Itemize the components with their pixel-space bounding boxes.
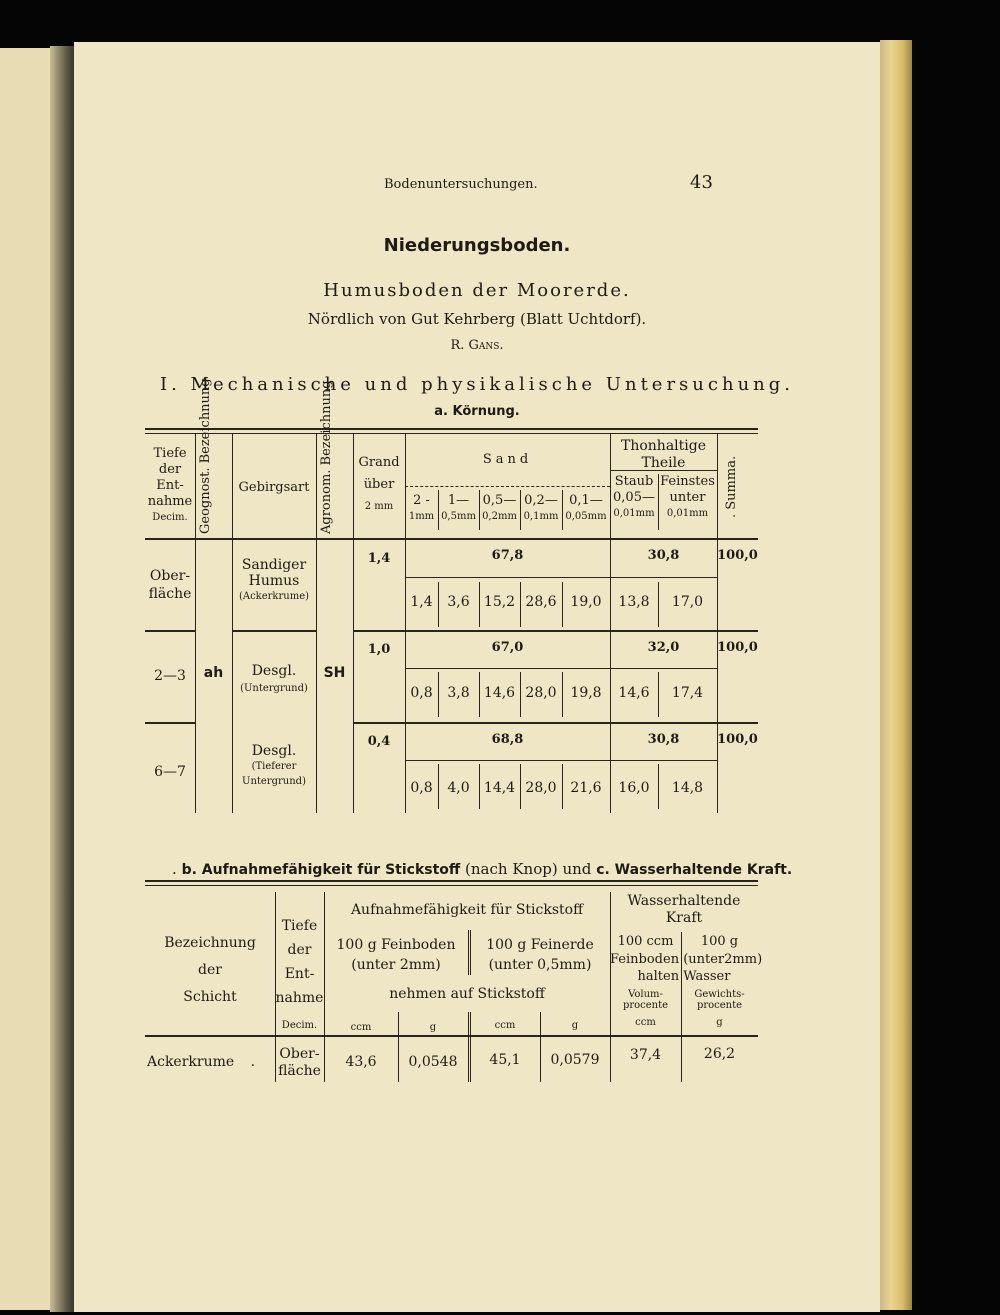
previous-page-edge (0, 48, 54, 1310)
header-ccm100: 100 ccm (617, 934, 674, 949)
rule (145, 885, 758, 886)
header-volum: Volum- procente (622, 989, 669, 1011)
header-wasser: Wasserhaltende Kraft (627, 893, 741, 926)
agronom-value: SH (323, 665, 346, 681)
header-thonhaltige: Thonhaltige Theile (621, 438, 706, 471)
row-summa: 100,0 (717, 548, 758, 563)
unit-g: g (429, 1022, 437, 1033)
author: R. Gans. (450, 338, 504, 353)
rule (405, 486, 610, 487)
header-sand: Sand (482, 452, 533, 467)
value-gewichts: 26,2 (703, 1046, 736, 1062)
row-sand-total: 68,8 (491, 732, 524, 747)
rule (145, 428, 758, 430)
row-sand-4: 28,0 (525, 780, 557, 796)
row-tiefe: Ober- fläche (278, 1046, 321, 1079)
row-summa: 100,0 (717, 732, 758, 747)
unit-g: g (571, 1020, 579, 1031)
section-bc-heading: . b. Aufnahmefähigkeit für Stickstoff (nach Knop) und c. Wasserhaltende Kraft. (172, 860, 793, 878)
row-grand: 1,4 (367, 551, 391, 566)
geognost-value: ah (203, 665, 224, 681)
rule (353, 630, 758, 632)
header-tiefe: Tiefe der Ent- nahme (275, 918, 324, 1006)
header-gebirgsart: Gebirgsart (238, 480, 310, 495)
book-page (74, 42, 880, 1312)
column-line (316, 433, 317, 813)
header-sand-2-1: 2 - 1mm (408, 493, 435, 522)
running-head: Bodenuntersuchungen. (384, 177, 538, 192)
header-sand-05-02: 0,5— 0,2mm (482, 493, 517, 522)
value-feinboden-ccm: 43,6 (345, 1054, 377, 1070)
row-gebirgsart: Desgl. (Tieferer Untergrund) (242, 743, 306, 787)
page-block-edge (880, 40, 912, 1310)
rule (145, 433, 758, 434)
row-staub: 16,0 (618, 780, 650, 796)
row-tiefe: 6—7 (154, 764, 186, 780)
row-sand-2: 4,0 (447, 780, 470, 796)
value-volum: 37,4 (629, 1047, 662, 1063)
row-feinstes: 17,0 (671, 594, 704, 610)
subsection-a-heading: a. Körnung. (434, 404, 520, 419)
header-aufnahme: Aufnahmefähigkeit für Stickstoff (350, 902, 584, 918)
header-bezeichnung: Bezeichnung der Schicht (164, 935, 256, 1005)
row-tiefe: 2—3 (154, 668, 186, 684)
header-halten: halten Wasser (637, 969, 731, 984)
row-thon-total: 32,0 (647, 640, 680, 655)
column-line (405, 433, 406, 813)
row-grand: 0,4 (367, 734, 391, 749)
header-geognost: Geognost. Bezeichnung (198, 378, 213, 534)
row-sand-5: 21,6 (570, 780, 602, 796)
row-sand-2: 3,8 (447, 685, 470, 701)
row-summa: 100,0 (717, 640, 758, 655)
row-thon-total: 30,8 (647, 548, 680, 563)
value-feinerde-ccm: 45,1 (489, 1052, 521, 1068)
header-agronom: Agronom. Bezeichnung (319, 380, 334, 534)
row-staub: 14,6 (618, 685, 650, 701)
row-staub: 13,8 (618, 594, 650, 610)
rule (145, 1035, 758, 1037)
header-tiefe: Tiefe der Ent- nahme Decim. (147, 446, 193, 523)
rule (145, 538, 758, 540)
row-sand-total: 67,0 (491, 640, 524, 655)
row-tiefe: Ober- fläche (148, 568, 192, 602)
location: Nördlich von Gut Kehrberg (Blatt Uchtdorf). (307, 310, 647, 328)
row-bezeichnung: Ackerkrume . (147, 1054, 256, 1070)
rule (405, 577, 717, 578)
rule (405, 760, 717, 761)
row-sand-4: 28,0 (525, 685, 557, 701)
row-sand-3: 14,6 (483, 685, 516, 701)
header-nehmen: nehmen auf Stickstoff (389, 986, 545, 1002)
header-grand: Grand über 2 mm (358, 455, 400, 512)
header-feinboden-unter: Feinboden (unter2mm) (610, 952, 763, 967)
header-staub: Staub 0,05— 0,01mm (613, 474, 655, 519)
header-feinerde: 100 g Feinerde (unter 0,5mm) (486, 937, 594, 973)
row-sand-1: 0,8 (410, 685, 433, 701)
row-sand-4: 28,6 (525, 594, 557, 610)
row-sand-total: 67,8 (491, 548, 524, 563)
column-line (195, 433, 196, 813)
row-grand: 1,0 (367, 642, 391, 657)
row-sand-1: 1,4 (410, 594, 433, 610)
header-g100: 100 g (700, 934, 739, 949)
rule (232, 630, 316, 632)
rule (405, 668, 717, 669)
rule (353, 722, 758, 724)
header-summa: . Summa. (724, 455, 739, 519)
header-tiefe-unit: Decim. (281, 1020, 318, 1031)
row-gebirgsart: Sandiger Humus (Ackerkrume) (238, 557, 310, 602)
row-sand-3: 14,4 (483, 780, 516, 796)
page-title: Niederungsboden. (383, 235, 571, 256)
row-thon-total: 30,8 (647, 732, 680, 747)
value-feinboden-g: 0,0548 (408, 1054, 458, 1070)
unit-g: g (716, 1017, 723, 1028)
value-feinerde-g: 0,0579 (550, 1052, 600, 1068)
row-sand-1: 0,8 (410, 780, 433, 796)
unit-ccm: ccm (635, 1017, 656, 1028)
subtitle: Humusboden der Moorerde. (323, 280, 631, 301)
header-feinstes: Feinstes unter 0,01mm (660, 474, 715, 519)
column-line (717, 433, 718, 813)
header-sand-01-005: 0,1— 0,05mm (565, 493, 607, 522)
page-number: 43 (690, 172, 713, 193)
rule (145, 722, 195, 724)
row-sand-5: 19,8 (570, 685, 602, 701)
row-feinstes: 17,4 (671, 685, 704, 701)
row-gebirgsart: Desgl. (Untergrund) (240, 663, 308, 694)
header-sand-1-05: 1— 0,5mm (441, 493, 476, 522)
row-sand-3: 15,2 (483, 594, 516, 610)
header-sand-02-01: 0,2— 0,1mm (523, 493, 559, 522)
section-heading: I. Mechanische und physikalische Untersuchung. (159, 374, 794, 395)
unit-ccm: ccm (494, 1020, 516, 1031)
rule (145, 880, 758, 882)
row-sand-2: 3,6 (447, 594, 470, 610)
row-sand-5: 19,0 (570, 594, 602, 610)
header-feinboden: 100 g Feinboden (unter 2mm) (336, 937, 456, 973)
unit-ccm: ccm (350, 1022, 372, 1033)
rule (145, 630, 195, 632)
book-gutter (50, 46, 74, 1312)
row-feinstes: 14,8 (671, 780, 704, 796)
header-gewichts: Gewichts- procente (694, 989, 745, 1011)
